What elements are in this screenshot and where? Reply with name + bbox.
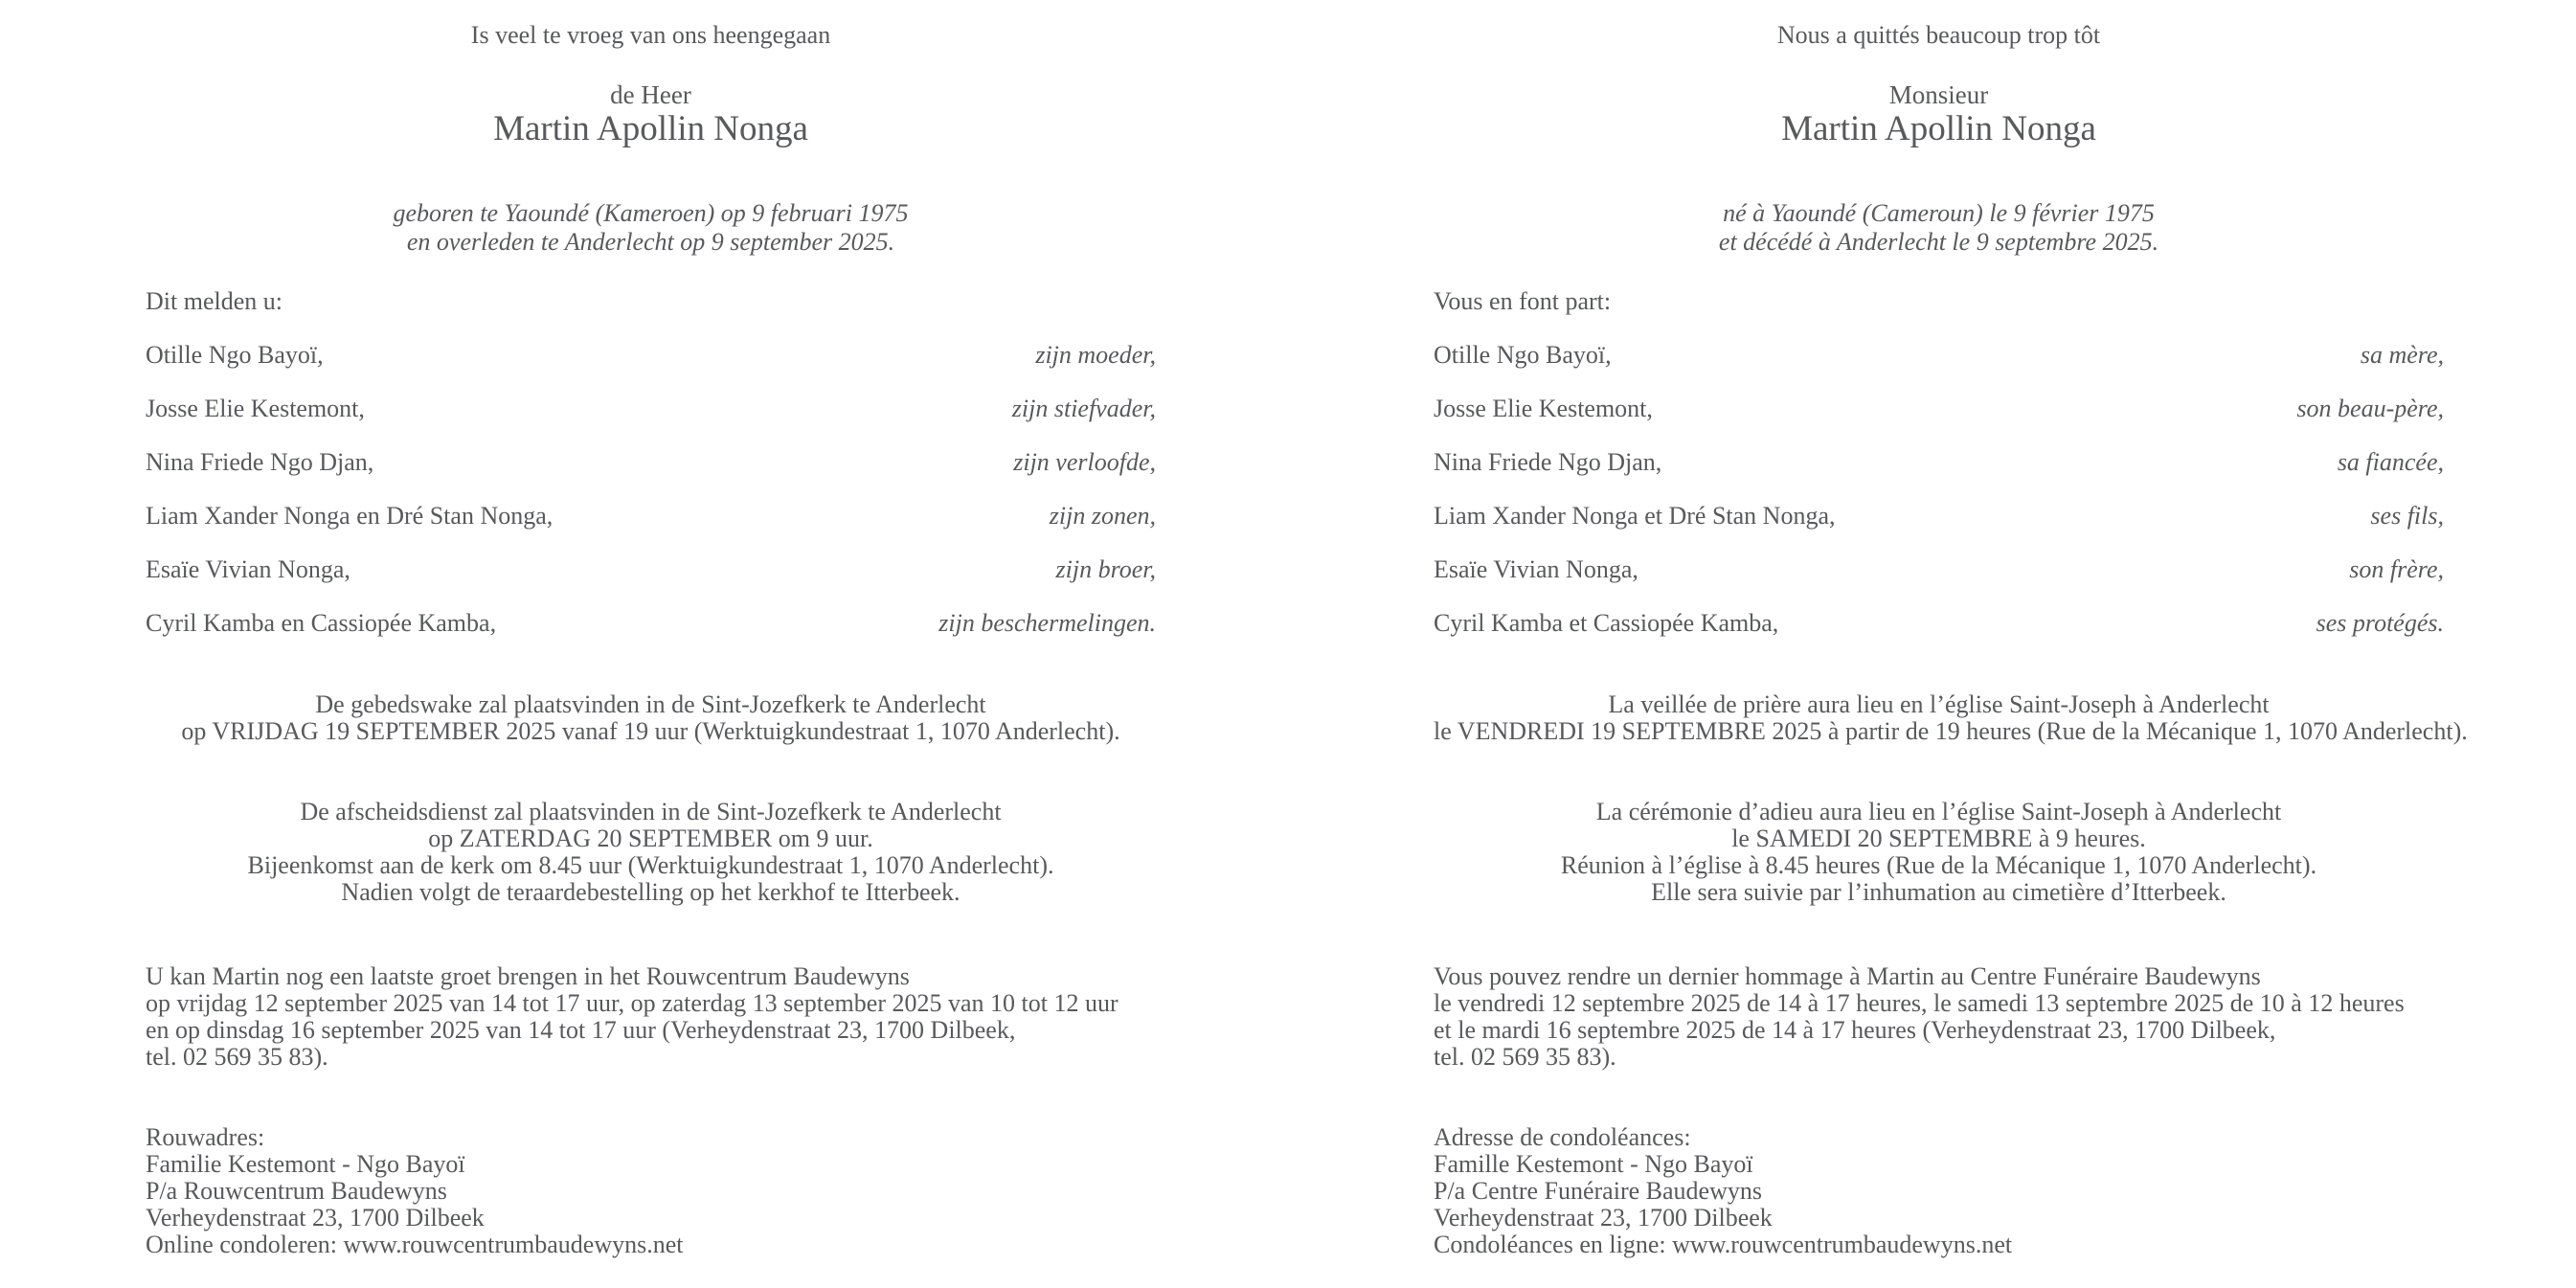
nl-address-street: Verheydenstraat 23, 1700 Dilbeek [146,1204,485,1232]
family-member-relation: zijn stiefvader, [1011,395,1156,422]
nl-wake-line: op VRIJDAG 19 SEPTEMBER 2025 vanaf 19 uur (Werktuigkundestraat 1, 1070 Anderlecht). [181,717,1120,745]
fr-wake-paragraph [1434,690,2468,745]
fr-announcement-intro: Vous en font part: [1434,287,1612,315]
nl-vitals [146,199,1156,257]
nl-visitation-line: en op dinsdag 16 september 2025 van 14 tot 17 uur (Verheydenstraat 23, 1700 Dilbeek, [146,1016,1016,1044]
fr-address-family: Famille Kestemont - Ngo Bayoï [1434,1150,1753,1178]
family-row [146,609,1156,638]
family-member-name: Esaïe Vivian Nonga, [146,555,350,583]
nl-visitation-line: U kan Martin nog een laatste groet brengen in het Rouwcentrum Baudewyns [146,962,910,990]
french-panel [1288,0,2576,1288]
fr-online-condolence-line: Condoléances en ligne: www.rouwcentrumbaudewyns.net [1434,1231,2013,1258]
nl-visitation-line: tel. 02 569 35 83). [146,1043,328,1071]
family-row [146,395,1156,423]
family-member-relation: ses protégés. [2316,609,2444,637]
family-member-name: Cyril Kamba et Cassiopée Kamba, [1434,609,1779,637]
fr-service-paragraph [1434,799,2444,906]
fr-visitation-paragraph [1434,963,2444,1071]
family-member-name: Nina Friede Ngo Djan, [146,448,374,476]
nl-service-line: op ZATERDAG 20 SEPTEMBER om 9 uur. [428,825,873,852]
fr-service-line: Réunion à l’église à 8.45 heures (Rue de la Mécanique 1, 1070 Anderlecht). [1560,851,2317,879]
nl-family-list [146,341,1156,638]
fr-address-care-of: P/a Centre Funéraire Baudewyns [1434,1177,1762,1205]
fr-family-list [1434,341,2444,638]
family-member-relation: sa mère, [2360,341,2444,369]
nl-address-label: Rouwadres: [146,1123,265,1151]
fr-service-line: le SAMEDI 20 SEPTEMBRE à 9 heures. [1731,825,2146,852]
nl-honorific: de Heer [610,80,691,109]
family-member-name: Josse Elie Kestemont, [1434,395,1653,422]
family-member-relation: zijn beschermelingen. [938,609,1156,637]
fr-visitation-line: et le mardi 16 septembre 2025 de 14 à 17 heures (Verheydenstraat 23, 1700 Dilbeek, [1434,1016,2276,1044]
nl-birth-line: geboren te Yaoundé (Kameroen) op 9 februari 1975 [393,199,909,227]
family-member-name: Nina Friede Ngo Djan, [1434,448,1662,476]
family-row [146,555,1156,584]
fr-wake-line: La veillée de prière aura lieu en l’église Saint-Joseph à Anderlecht [1608,690,2270,718]
nl-announcement-intro: Dit melden u: [146,287,282,315]
family-member-name: Cyril Kamba en Cassiopée Kamba, [146,609,497,637]
family-row [1434,502,2444,531]
nl-service-line: Nadien volgt de teraardebestelling op het kerkhof te Itterbeek. [341,878,960,906]
nl-condolence-address [146,1124,1156,1258]
family-member-name: Esaïe Vivian Nonga, [1434,555,1638,583]
family-row [1434,555,2444,584]
nl-visitation-line: op vrijdag 12 september 2025 van 14 tot 17 uur, op zaterdag 13 september 2025 van 10 tot 12 uur [146,989,1119,1017]
fr-opening-line: Nous a quittés beaucoup trop tôt [1776,21,2101,49]
family-member-relation: zijn zonen, [1049,502,1156,530]
fr-visitation-line: Vous pouvez rendre un dernier hommage à Martin au Centre Funéraire Baudewyns [1434,962,2261,990]
family-row [146,502,1156,531]
family-row [146,341,1156,370]
family-member-name: Josse Elie Kestemont, [146,395,365,422]
nl-opening-line: Is veel te vroeg van ons heengegaan [470,21,831,49]
nl-wake-paragraph [146,691,1156,745]
family-member-name: Liam Xander Nonga en Dré Stan Nonga, [146,502,554,530]
nl-service-line: Bijeenkomst aan de kerk om 8.45 uur (Werktuigkundestraat 1, 1070 Anderlecht). [247,851,1054,879]
fr-wake-line: le VENDREDI 19 SEPTEMBRE 2025 à partir de 19 heures (Rue de la Mécanique 1, 1070 Anderlecht). [1434,717,2468,745]
fr-visitation-line: le vendredi 12 septembre 2025 de 14 à 17 heures, le samedi 13 septembre 2025 de 10 à 12 heures [1434,989,2405,1017]
nl-address-family: Familie Kestemont - Ngo Bayoï [146,1150,465,1178]
family-member-relation: ses fils, [2370,502,2444,530]
nl-service-line: De afscheidsdienst zal plaatsvinden in de Sint-Jozefkerk te Anderlecht [300,798,1002,825]
nl-wake-line: De gebedswake zal plaatsvinden in de Sint-Jozefkerk te Anderlecht [315,690,986,718]
family-member-name: Otille Ngo Bayoï, [1434,341,1612,369]
fr-honorific: Monsieur [1888,80,1989,109]
family-member-relation: zijn moeder, [1035,341,1156,369]
nl-visitation-paragraph [146,963,1156,1071]
fr-address-label: Adresse de condoléances: [1434,1123,1691,1151]
fr-address-street: Verheydenstraat 23, 1700 Dilbeek [1434,1204,1773,1232]
fr-condolence-address [1434,1124,2444,1258]
fr-service-line: Elle sera suivie par l’inhumation au cimetière d’Itterbeek. [1651,878,2226,906]
nl-online-condolence-line: Online condoleren: www.rouwcentrumbaudewyns.net [146,1231,684,1258]
fr-birth-line: né à Yaoundé (Cameroun) le 9 février 1975 [1723,199,2155,227]
family-member-relation: son frère, [2349,555,2444,583]
family-row [1434,341,2444,370]
nl-deceased-name: Martin Apollin Nonga [493,109,808,148]
nl-service-paragraph [146,799,1156,906]
family-row [1434,448,2444,477]
family-member-name: Otille Ngo Bayoï, [146,341,324,369]
family-member-relation: zijn broer, [1055,555,1156,583]
nl-address-care-of: P/a Rouwcentrum Baudewyns [146,1177,447,1205]
fr-death-line: et décédé à Anderlecht le 9 septembre 2025. [1718,228,2159,256]
family-row [1434,395,2444,423]
fr-vitals [1434,199,2444,257]
family-member-name: Liam Xander Nonga et Dré Stan Nonga, [1434,502,1836,530]
nl-death-line: en overleden te Anderlecht op 9 september 2025. [406,228,895,256]
fr-visitation-line: tel. 02 569 35 83). [1434,1043,1616,1071]
family-member-relation: sa fiancée, [2337,448,2444,476]
family-row [1434,609,2444,638]
family-row [146,448,1156,477]
fr-deceased-name: Martin Apollin Nonga [1781,109,2096,148]
fr-service-line: La cérémonie d’adieu aura lieu en l’église Saint-Joseph à Anderlecht [1595,798,2282,825]
family-member-relation: son beau-père, [2296,395,2444,422]
family-member-relation: zijn verloofde, [1013,448,1156,476]
